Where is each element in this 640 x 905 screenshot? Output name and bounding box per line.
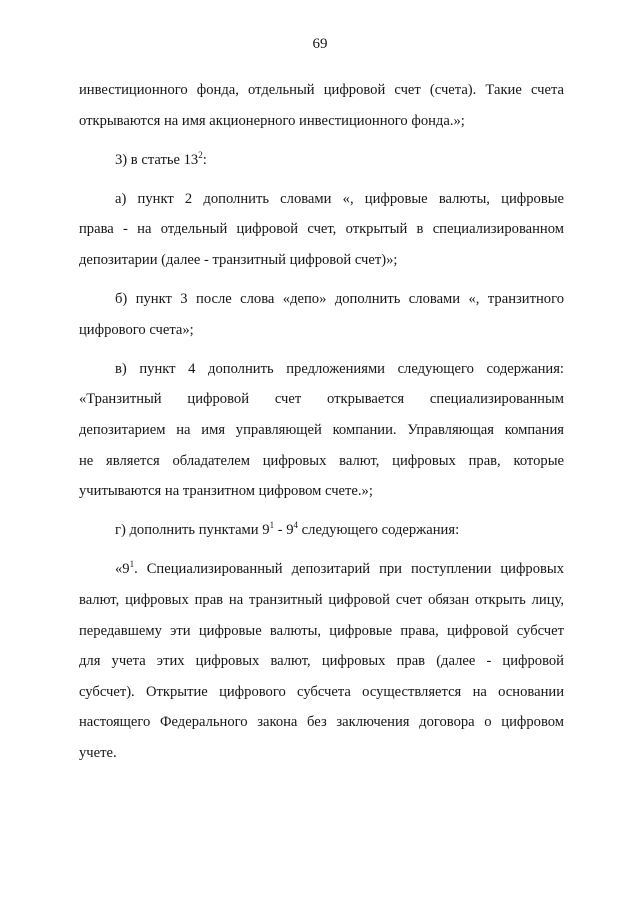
text-fragment: : (202, 151, 207, 168)
text-line: права - на отдельный цифровой счет, открытый в специализированном (79, 221, 564, 238)
text-line: настоящего Федерального закона без заключения договора о цифровом (79, 714, 564, 731)
superscript: 4 (293, 520, 299, 531)
text-line: 3) в статье 13 (115, 151, 199, 168)
text-line: не является обладателем цифровых валют, цифровых прав, которые (79, 452, 564, 469)
text-line: инвестиционного фонда, отдельный цифровой счет (счета). Такие счета (79, 82, 564, 98)
text-line: учитываются на транзитном цифровом счете.»; (79, 483, 373, 500)
text-line (79, 554, 564, 585)
text-line: валют, цифровых прав на транзитный цифровой счет обязан открыть лицу, (79, 591, 564, 608)
paragraph-item-g (79, 515, 564, 546)
paragraph-item-a (79, 184, 564, 276)
paragraph-fund-accounts (79, 75, 564, 136)
superscript: 1 (269, 520, 275, 531)
text-line: цифрового счета»; (79, 321, 194, 338)
superscript: 1 (129, 559, 135, 570)
text-fragment: - 9 (274, 522, 294, 539)
text-line: «Транзитный цифровой счет открывается специализированным (79, 391, 564, 408)
document-body (79, 75, 564, 768)
text-fragment: . Специализированный депозитарий при поступлении цифровых (134, 561, 564, 578)
text-fragment: «9 (115, 561, 130, 578)
text-line: учете. (79, 744, 117, 761)
text-line: в) пункт 4 дополнить предложениями следующего содержания: (115, 360, 564, 377)
paragraph-article-13-2 (79, 145, 564, 176)
superscript: 2 (198, 149, 203, 160)
paragraph-item-v (79, 354, 564, 507)
paragraph-point-9-1 (79, 554, 564, 768)
text-fragment: следующего содержания: (298, 522, 460, 539)
page-number: 69 (312, 36, 328, 52)
text-line: передавшему эти цифровые валюты, цифровые права, цифровой субсчет (79, 622, 564, 639)
text-line: депозитарием на имя управляющей компании. Управляющая компания (79, 421, 564, 438)
text-line: а) пункт 2 дополнить словами «, цифровые валюты, цифровые (115, 190, 564, 207)
text-line: депозитарии (далее - транзитный цифровой счет)»; (79, 251, 398, 268)
paragraph-item-b (79, 284, 564, 345)
text-line: субсчет). Открытие цифрового субсчета осуществляется на основании (79, 683, 564, 700)
text-line: для учета этих цифровых валют, цифровых прав (далее - цифровой (79, 653, 564, 670)
text-fragment: г) дополнить пунктами 9 (115, 522, 270, 539)
text-line: б) пункт 3 после слова «депо» дополнить словами «, транзитного (115, 291, 564, 308)
text-line: открываются на имя акционерного инвестиционного фонда.»; (79, 112, 465, 129)
